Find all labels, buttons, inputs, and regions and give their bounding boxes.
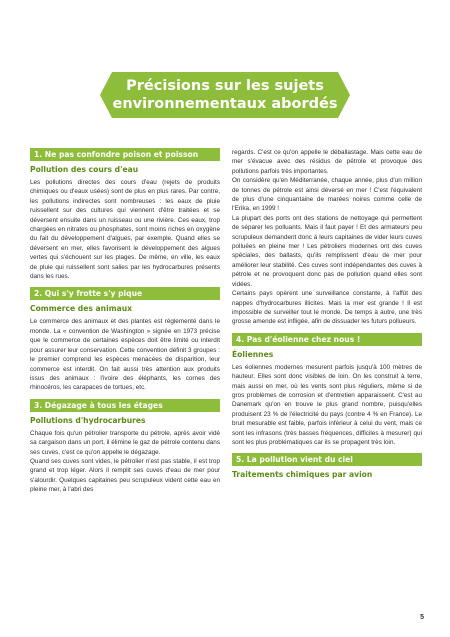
section-1-paragraph: Les pollutions directes des cours d'eau (rejets de produits chimiques ou d'eaux usées) sont de plus en plus rares. Par contre, les pollutions indirectes sont nombreuses : les eaux de pluie ruissellent sur des cultures qui viennent d'être traitées et se déversent ensuite dans un ruisseau ou une rivière. Ces eaux, trop chargées en nitrates ou phosphates, sont moins riches en oxygène du fait du développement d'algues, par exemple. Quand elles se déversent en mer, elles favorisent le développement des algues vertes qui s'échouent sur les plages. De même, en ville, les eaux de pluie qui ruissellent sont salies par les hydrocarbures présents dans les rues. xyxy=(30,179,220,281)
section-3-continued-paragraph: Certains pays opèrent une surveillance constante, à l'affût des nappes d'hydrocarbures illicites. Mais la mer est grande ! Il est impossible de surveiller tout le monde. De temps à autre, une très grosse amende est infligée, afin de dissuader les futurs pollueurs. xyxy=(232,290,422,326)
section-2-heading: 2. Qui s'y frotte s'y pique xyxy=(30,287,220,300)
section-3-continued-paragraph: regards. C'est ce qu'on appelle le déballastage. Mais cette eau de mer s'évacue avec des résidus de pétrole et provoque des pollutions parfois très importantes. xyxy=(232,149,422,175)
page-title-banner xyxy=(112,72,338,118)
section-5-heading: 5. La pollution vient du ciel xyxy=(232,453,422,466)
section-2-subheading: Commerce des animaux xyxy=(30,304,133,314)
section-3-continued-paragraph: On considère qu'en Méditerranée, chaque année, plus d'un million de tonnes de pétrole est ainsi déversé en mer ! C'est l'équivalent de plus d'une cinquantaine de marées noires comme celle de l'Erika, en 1999 ! xyxy=(232,177,422,213)
section-4-heading: 4. Pas d'éolienne chez nous ! xyxy=(232,333,422,346)
section-3-heading: 3. Dégazage à tous les étages xyxy=(30,399,220,412)
right-column xyxy=(232,148,422,483)
section-3-paragraph: Chaque fois qu'un pétrolier transporte du pétrole, après avoir vidé sa cargaison dans un port, il élimine le gaz de pétrole contenu dans ses cuves, c'est ce qu'on appelle le dégazage. xyxy=(30,429,220,456)
page-number: 5 xyxy=(420,614,424,621)
section-3-paragraph: Quand ses cuves sont vides, le pétrolier n'est pas stable, il est trop grand et trop léger. Alors il remplit ses cuves d'eau de mer pour s'alourdir. Quelques capitaines peu scrupuleux vident cette eau en pleine mer, à l'abri des xyxy=(30,457,220,494)
left-column xyxy=(30,148,220,495)
section-4-paragraph: Les éoliennes modernes mesurent parfois jusqu'à 100 mètres de hauteur. Elles sont donc visibles de loin. On les construit à terre, mais aussi en mer, où les vents sont plus réguliers, même si de gros problèmes de corrosion et d'entretien apparaissent. C'est au Danemark qu'on en trouve le plus grand nombre, puisqu'elles produisent 23 % de l'électricité du pays (contre 4 % en France). Le bruit mesurable est faible, parfois inférieur à celui du vent, mais ce sont les infrasons (très basses fréquences, difficiles à mesurer) qui sont les plus problématiques car ils se propagent très loin. xyxy=(232,363,422,446)
section-1-subheading: Pollution des cours d'eau xyxy=(30,165,139,174)
page-title-line-2: environnementaux abordés xyxy=(112,96,338,112)
section-1-heading: 1. Ne pas confondre poison et poisson xyxy=(30,148,220,161)
section-3-continued-paragraph: La plupart des ports ont des stations de nettoyage qui permettent de séparer les polluants. Mais il faut payer ! Et des armateurs peu scrupuleux demandent donc à leurs capitaines de vider leurs cuves polluées en pleine mer ! Les pétroliers modernes ont des cuves spéciales, des ballasts, qu'ils remplissent d'eau de mer pour améliorer leur stabilité. Ces cuves sont indépendantes des cuves à pétrole et ne provoquent donc pas de pollution quand elles sont vidées. xyxy=(232,214,422,288)
section-4-subheading: Éoliennes xyxy=(232,349,274,359)
section-3-subheading: Pollutions d'hydrocarbures xyxy=(30,415,146,425)
section-2-paragraph: Le commerce des animaux et des plantes est réglementé dans le monde. La « convention de Washington » signée en 1973 précise que le commerce de certaines espèces doit être limité ou interdit pour assurer leur conservation. Cette convention définit 3 groupes : le premier comprend les espèces menacées de disparition, leur commerce est interdit. On fait aussi très attention aux produits issus des animaux : l'ivoire des éléphants, les cornes des rhinocéros, les carapaces de tortues, etc. xyxy=(30,318,220,392)
section-5-subheading: Traitements chimiques par avion xyxy=(232,470,373,480)
page-title-line-1: Précisions sur les sujets xyxy=(126,78,324,94)
